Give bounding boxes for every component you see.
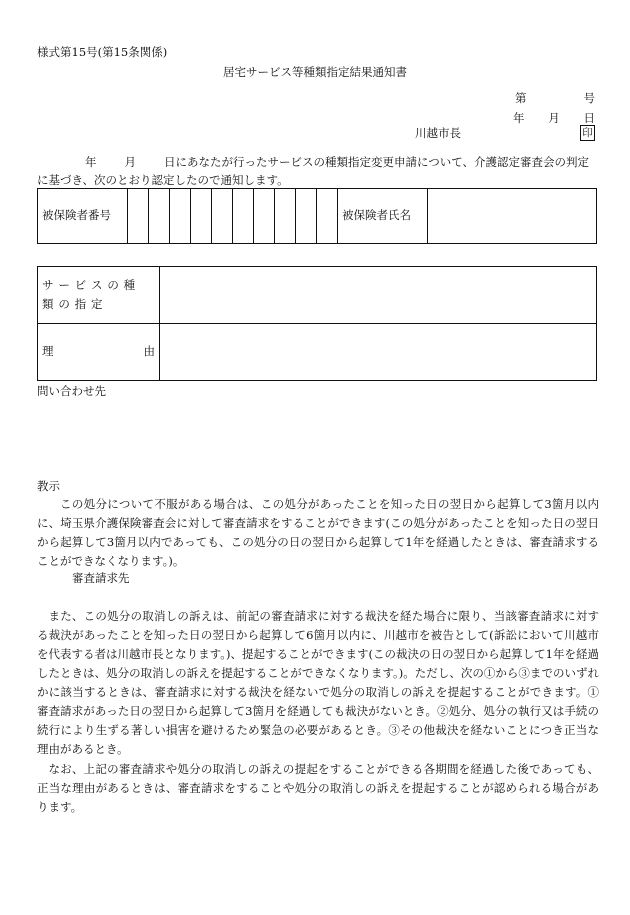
document-title: 居宅サービス等種類指定結果通知書 (223, 65, 407, 79)
exception-paragraph: なお、上記の審査請求や処分の取消しの訴えの提起をすることができる各期間を経過した後であっても、正当な理由があるときは、審査請求をすることや処分の取消しの訴えを提起することが認められる場合があります。 (37, 762, 599, 814)
reason-label-char-1: 理 (42, 344, 54, 359)
appeal-paragraph: この処分について不服がある場合は、この処分があったことを知った日の翌日から起算して3箇月以内に、埼玉県介護保険審査会に対して審査請求をすることができます(この処分があったことを知った日の翌日から起算して3箇月以内であっても、この処分の日の翌日から起算して1年を経過したときは、審査請求することができなくなります。)。 (37, 497, 599, 568)
insured-number-digit[interactable] (233, 189, 254, 244)
issue-date-line (513, 112, 595, 126)
insured-number-digit[interactable] (128, 189, 149, 244)
insured-number-label: 被保険者番号 (38, 189, 128, 244)
form-number: 様式第15号(第15条関係) (37, 45, 168, 59)
reason-field[interactable] (160, 324, 597, 381)
inquiry-label: 問い合わせ先 (37, 384, 106, 398)
date-day: 日 (583, 111, 595, 125)
service-designation-table (37, 266, 597, 381)
issuer-name: 川越市長 (415, 126, 461, 140)
insured-number-digit[interactable] (317, 189, 338, 244)
intro-paragraph (37, 153, 597, 189)
insured-name-field[interactable] (428, 189, 597, 244)
document-number-line (515, 92, 595, 106)
intro-month: 月 (124, 155, 136, 169)
insured-name-label: 被保険者氏名 (338, 189, 428, 244)
insured-number-digit[interactable] (149, 189, 170, 244)
seal-mark: 印 (580, 125, 595, 141)
insured-number-digit[interactable] (254, 189, 275, 244)
date-year: 年 (513, 111, 525, 125)
insured-number-digit[interactable] (275, 189, 296, 244)
intro-body: 日にあなたが行ったサービスの種類指定変更申請について、介護認定審査会の判定に基づき、次のとおり認定したので通知します。 (37, 155, 590, 187)
number-prefix: 第 (515, 91, 527, 105)
insured-number-digit[interactable] (296, 189, 317, 244)
service-type-field[interactable] (160, 267, 597, 324)
lawsuit-paragraph: また、この処分の取消しの訴えは、前記の審査請求に対する裁決を経た場合に限り、当該審査請求に対する裁決があったことを知った日の翌日から起算して6箇月以内に、川越市を被告として(訴訟において川越市を代表する者は川越市長となります。)、提起することができます(この裁決の日の翌日から起算して1年を経過したときは、処分の取消しの訴えを提起することができなくなります。)。ただし、次の①から③までのいずれかに該当するときは、審査請求に対する裁決を経ないで処分の取消しの訴えを提起することができます。①審査請求があった日の翌日から起算して3箇月を経過しても裁決がないとき。②処分、処分の執行又は手続の続行により生ずる著しい損害を避けるため緊急の必要があるとき。③その他裁決を経ないことにつき正当な理由があるとき。 (37, 609, 599, 756)
service-type-label: サービスの種類の指定 (38, 267, 160, 324)
insured-number-digit[interactable] (212, 189, 233, 244)
reason-label (38, 324, 160, 381)
insured-number-digit[interactable] (191, 189, 212, 244)
appeal-destination-label: 審査請求先 (72, 571, 130, 585)
intro-year: 年 (85, 155, 97, 169)
number-suffix: 号 (583, 91, 595, 105)
teaching-label: 教示 (37, 479, 60, 493)
date-month: 月 (548, 111, 560, 125)
insured-info-table (37, 188, 597, 244)
insured-number-digit[interactable] (170, 189, 191, 244)
reason-label-char-2: 由 (143, 344, 155, 359)
